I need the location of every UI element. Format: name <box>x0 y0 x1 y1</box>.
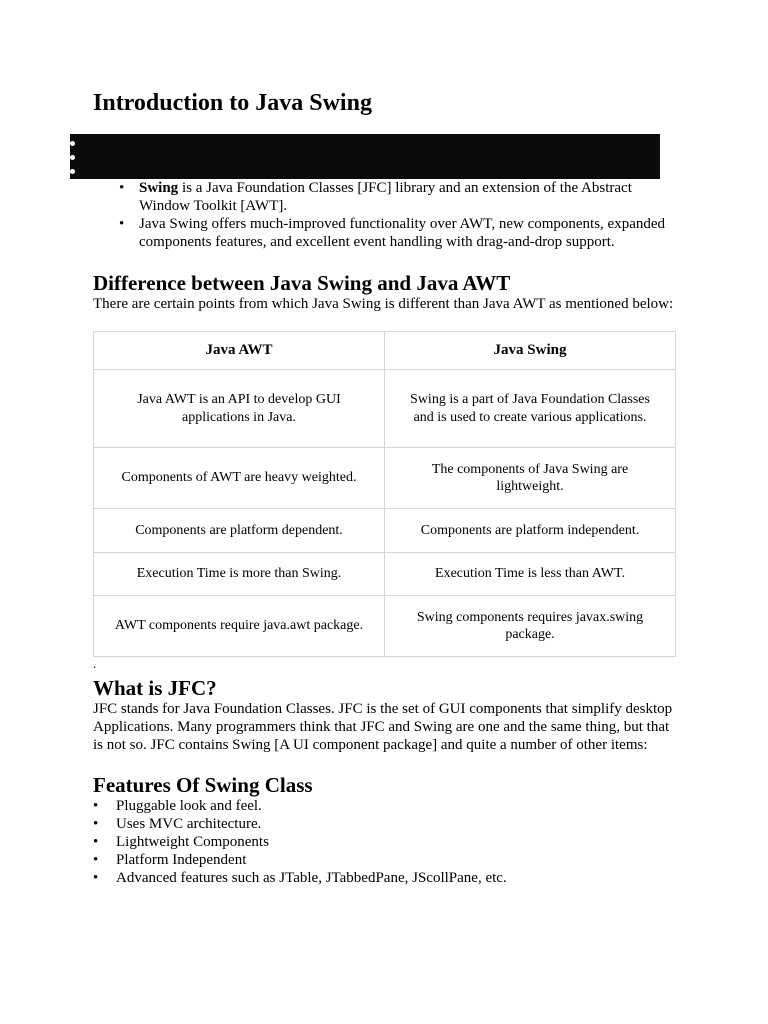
bullet-marker: • <box>93 798 99 814</box>
list-item <box>93 215 675 251</box>
bullet-marker: • <box>93 834 99 850</box>
section-heading: What is JFC? <box>93 676 217 700</box>
difference-section <box>93 271 675 313</box>
list-item <box>93 851 675 869</box>
list-item-text: Java Swing offers much-improved functionality over AWT, new components, expanded components features, and excellent event handling with drag-and-drop support. <box>139 216 666 250</box>
bullet-marker: • <box>119 180 125 196</box>
features-section <box>93 773 675 887</box>
list-item <box>93 869 675 887</box>
table-cell: Components are platform dependent. <box>94 509 385 553</box>
table-cell: Execution Time is more than Swing. <box>94 553 385 596</box>
bullet-marker: • <box>93 870 99 886</box>
page-title: Introduction to Java Swing <box>93 90 372 116</box>
list-item <box>93 797 675 815</box>
list-item <box>93 815 675 833</box>
table-row <box>94 370 676 448</box>
section-paragraph: There are certain points from which Java Swing is different than Java AWT as mentioned below: <box>93 296 674 312</box>
stray-period: . <box>93 656 97 671</box>
table-cell: Components are platform independent. <box>385 509 676 553</box>
table-row <box>94 553 676 596</box>
bullet-marker <box>70 155 75 160</box>
bullet-marker: • <box>93 816 99 832</box>
list-item-text: is a Java Foundation Classes [JFC] library and an extension of the Abstract Window Toolkit [AWT]. <box>139 180 632 214</box>
table-row <box>94 509 676 553</box>
section-paragraph: JFC stands for Java Foundation Classes. JFC is the set of GUI components that simplify desktop Applications. Many programmers think that JFC and Swing are one and the same thing, but that is not so. JFC contains Swing [A UI component package] and quite a number of other items: <box>93 701 673 753</box>
list-item-text: Uses MVC architecture. <box>116 816 262 832</box>
column-header: Java AWT <box>94 332 385 370</box>
list-item-text: Platform Independent <box>116 852 247 868</box>
jfc-section <box>93 676 675 754</box>
term-bold: Swing <box>139 180 179 196</box>
table-cell: Components of AWT are heavy weighted. <box>94 448 385 509</box>
list-item-text: Pluggable look and feel. <box>116 798 262 814</box>
section-heading: Features Of Swing Class <box>93 773 313 797</box>
bullet-marker <box>70 141 75 146</box>
table-cell: Swing is a part of Java Foundation Classes and is used to create various applications. <box>385 370 676 448</box>
table-cell: The components of Java Swing are lightweight. <box>385 448 676 509</box>
comparison-table <box>93 331 676 657</box>
table-cell: Execution Time is less than AWT. <box>385 553 676 596</box>
bullet-marker: • <box>119 216 125 232</box>
list-item <box>93 179 675 215</box>
table-cell: Java AWT is an API to develop GUI applications in Java. <box>94 370 385 448</box>
table-header-row <box>94 332 676 370</box>
bullet-marker <box>70 169 75 174</box>
bullet-marker: • <box>93 852 99 868</box>
column-header: Java Swing <box>385 332 676 370</box>
list-item <box>93 833 675 851</box>
list-item-text: Advanced features such as JTable, JTabbedPane, JScollPane, etc. <box>116 870 507 886</box>
table-row <box>94 448 676 509</box>
table-cell: AWT components require java.awt package. <box>94 596 385 657</box>
table-row <box>94 596 676 657</box>
redacted-black-bar <box>70 134 660 179</box>
table-cell: Swing components requires javax.swing package. <box>385 596 676 657</box>
section-heading: Difference between Java Swing and Java AWT <box>93 271 511 295</box>
intro-list <box>93 179 675 251</box>
list-item-text: Lightweight Components <box>116 834 269 850</box>
features-list <box>93 797 675 887</box>
